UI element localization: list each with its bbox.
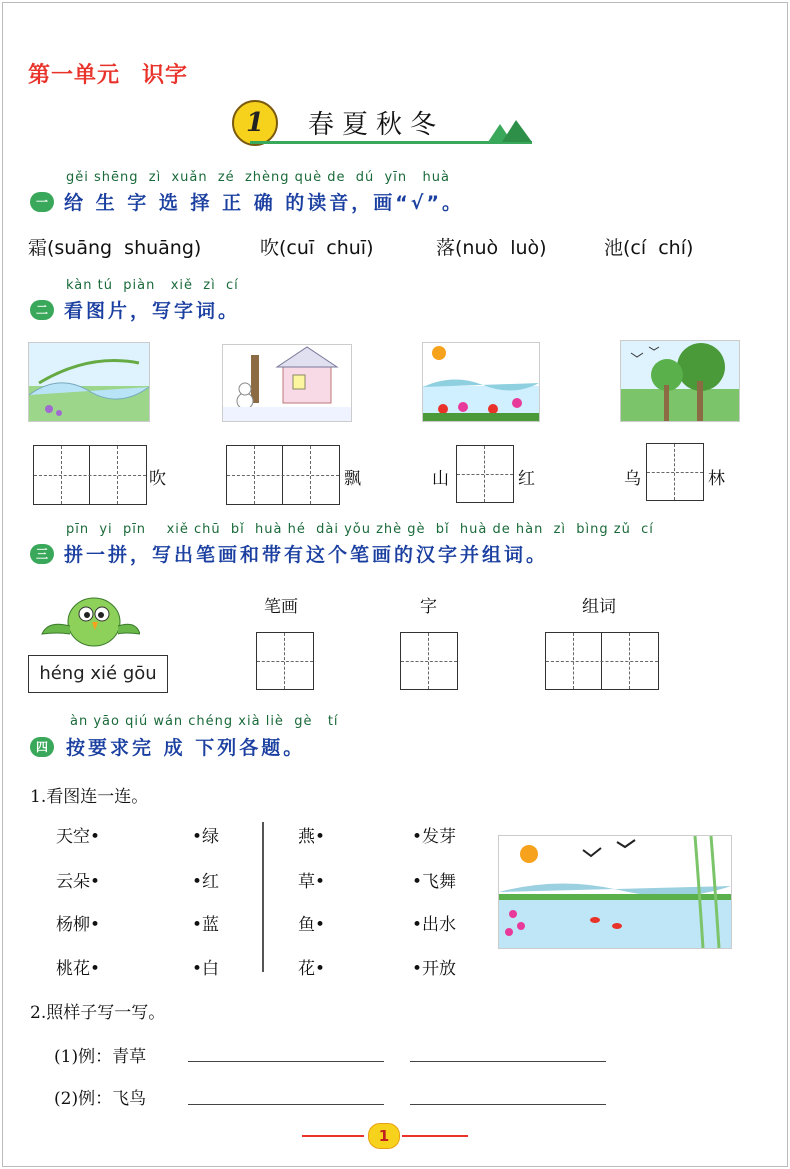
match-noun-item[interactable]: 花•: [298, 959, 326, 979]
character-grid[interactable]: [400, 632, 458, 690]
bird-illustration: [40, 582, 140, 652]
match-noun-item[interactable]: 鱼•: [298, 915, 326, 935]
q2-label: 乌: [624, 469, 641, 489]
match-left-item[interactable]: 云朵•: [56, 872, 101, 892]
unit-heading: 第一单元 识字: [28, 63, 189, 88]
answer-line[interactable]: [188, 1104, 384, 1105]
writing-grid[interactable]: [456, 445, 514, 503]
header-stroke: 笔画: [264, 597, 298, 617]
q4-pinyin: àn yāo qiú wán chéng xià liè gè tí: [70, 714, 339, 729]
birds-trees-picture: [620, 340, 740, 422]
q2-label: 红: [518, 469, 535, 489]
q1-item: 霜(suāng shuāng): [28, 237, 202, 259]
page-number: 1: [368, 1123, 400, 1149]
q2-badge: 二: [30, 300, 54, 320]
match-noun-item[interactable]: 草•: [298, 872, 326, 892]
mountain-icon: [488, 118, 532, 142]
flowers-sun-picture: [422, 342, 540, 422]
match-left-item[interactable]: 天空•: [56, 827, 101, 847]
q1-text: 给 生 字 选 择 正 确 的读音，画“√”。: [64, 192, 464, 214]
footer-line-right: [402, 1135, 468, 1137]
match-color-item[interactable]: •白: [192, 959, 220, 979]
stroke-grid[interactable]: [256, 632, 314, 690]
answer-line[interactable]: [410, 1061, 606, 1062]
writing-grid[interactable]: [226, 445, 340, 505]
header-character: 字: [420, 597, 437, 617]
writing-grid[interactable]: [646, 443, 704, 501]
q1-badge: 一: [30, 192, 54, 212]
willow-picture: [28, 342, 150, 422]
q2-label: 飘: [344, 469, 361, 489]
column-divider: [262, 822, 264, 972]
q4-sub1: 1.看图连一连。: [30, 787, 149, 807]
answer-line[interactable]: [188, 1061, 384, 1062]
example-1-label: (1)例：青草: [54, 1047, 147, 1067]
q3-badge: 三: [30, 544, 54, 564]
stroke-pinyin-box: héng xié gōu: [28, 655, 168, 693]
match-noun-item[interactable]: 燕•: [298, 827, 326, 847]
spring-scene-picture: [498, 835, 732, 949]
q2-label: 吹: [149, 469, 166, 489]
match-color-item[interactable]: •蓝: [192, 915, 220, 935]
match-verb-item[interactable]: •飞舞: [412, 872, 457, 892]
q4-text: 按要求完 成 下列各题。: [66, 737, 306, 759]
q1-item: 池(cí chí): [604, 237, 694, 259]
lesson-title: 春夏秋冬: [308, 110, 445, 140]
match-color-item[interactable]: •绿: [192, 827, 220, 847]
q2-label: 山: [432, 469, 449, 489]
match-verb-item[interactable]: •出水: [412, 915, 457, 935]
q3-text: 拼一拼，写出笔画和带有这个笔画的汉字并组词。: [64, 544, 549, 566]
match-left-item[interactable]: 杨柳•: [56, 915, 101, 935]
q3-pinyin: pīn yi pīn xiě chū bǐ huà hé dài yǒu zhè gè bǐ huà de hàn zì bìng zǔ cí: [66, 522, 654, 537]
footer-line-left: [302, 1135, 364, 1137]
answer-line[interactable]: [410, 1104, 606, 1105]
word-grid[interactable]: [545, 632, 659, 690]
q1-pinyin: gěi shēng zì xuǎn zé zhèng què de dú yīn huà: [66, 170, 450, 185]
q4-badge: 四: [30, 737, 54, 757]
q4-sub2: 2.照样子写一写。: [30, 1003, 166, 1023]
example-2-label: (2)例：飞鸟: [54, 1089, 147, 1109]
snow-house-picture: [222, 344, 352, 422]
match-left-item[interactable]: 桃花•: [56, 959, 101, 979]
match-color-item[interactable]: •红: [192, 872, 220, 892]
writing-grid[interactable]: [33, 445, 147, 505]
q2-text: 看图片，写字词。: [64, 300, 241, 322]
q2-pinyin: kàn tú piàn xiě zì cí: [66, 278, 239, 293]
q1-item: 吹(cuī chuī): [260, 237, 374, 259]
match-verb-item[interactable]: •发芽: [412, 827, 457, 847]
header-word: 组词: [582, 597, 616, 617]
lesson-number-badge: 1: [232, 100, 278, 146]
q1-item: 落(nuò luò): [436, 237, 547, 259]
match-verb-item[interactable]: •开放: [412, 959, 457, 979]
q2-label: 林: [708, 469, 725, 489]
